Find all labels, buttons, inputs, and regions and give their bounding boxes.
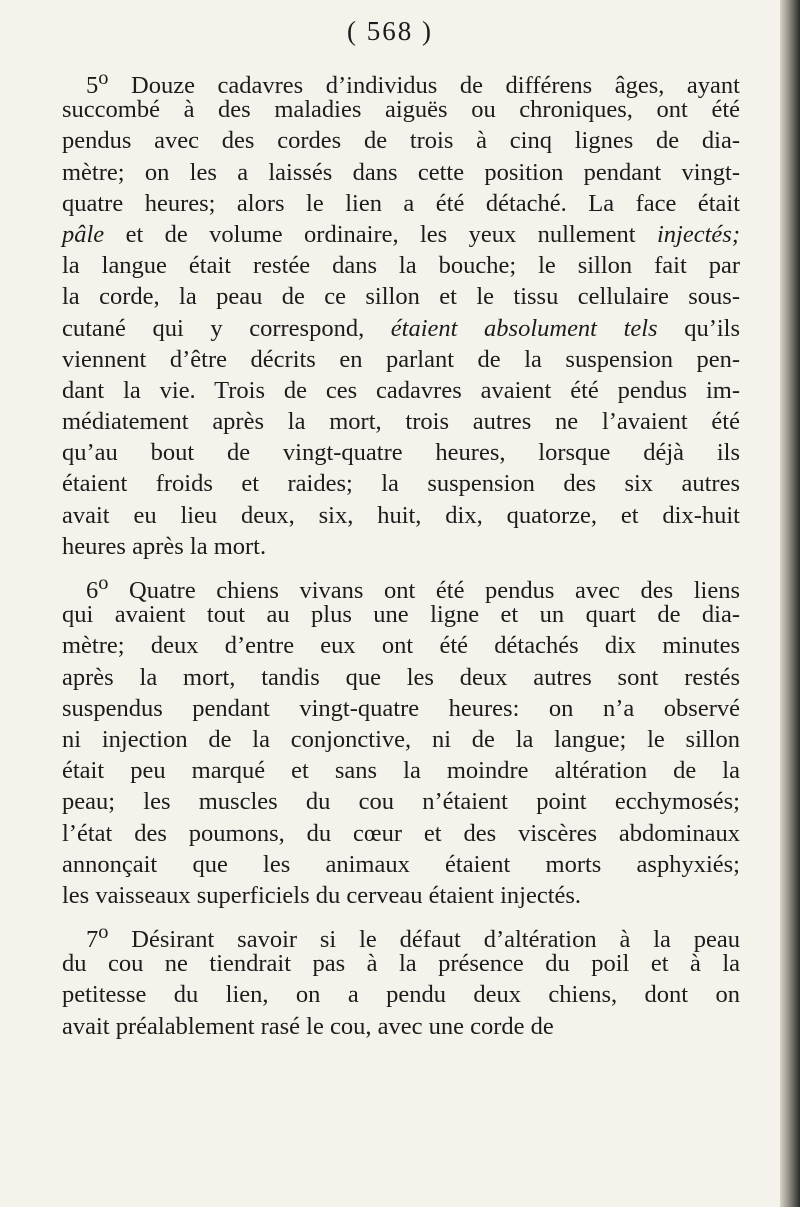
text-line xyxy=(62,500,740,531)
text-run: 7 xyxy=(86,926,99,954)
text-line xyxy=(62,1011,740,1042)
text-line xyxy=(62,531,740,562)
text-line xyxy=(62,818,740,849)
page-body-text xyxy=(62,63,740,1042)
text-line xyxy=(62,948,740,979)
text-line xyxy=(62,662,740,693)
text-line xyxy=(62,219,740,250)
text-line xyxy=(62,63,740,100)
text-line xyxy=(62,313,740,344)
text-run: l’état des poumons, du cœur et des viscères abdominaux xyxy=(62,819,740,847)
text-run: cutané qui y correspond, xyxy=(62,314,391,342)
text-run: succombé à des maladies aiguës ou chroniques, ont été xyxy=(62,96,740,124)
text-run: avait eu lieu deux, six, huit, dix, quatorze, et dix-huit xyxy=(62,501,740,529)
text-line xyxy=(62,94,740,125)
text-run: annonçait que les animaux étaient morts asphyxiés; xyxy=(62,850,740,878)
text-line xyxy=(62,344,740,375)
text-run: la corde, la peau de ce sillon et le tissu cellulaire sous- xyxy=(62,283,740,311)
text-line xyxy=(62,786,740,817)
text-run: suspendus pendant vingt-quatre heures: on n’a observé xyxy=(62,694,740,722)
text-run: mètre; deux d’entre eux ont été détachés dix minutes xyxy=(62,632,740,660)
text-run: 6 xyxy=(86,577,99,605)
text-line xyxy=(62,693,740,724)
text-line xyxy=(62,568,740,605)
page-number: ( 568 ) xyxy=(347,16,433,46)
text-run: heures après la mort. xyxy=(62,532,267,560)
text-run: les vaisseaux superficiels du cerveau étaient injectés. xyxy=(62,881,582,909)
text-line xyxy=(62,468,740,499)
text-run: Quatre chiens vivans ont été pendus avec des liens xyxy=(108,577,740,605)
text-run: étaient froids et raides; la suspension des six autres xyxy=(62,470,740,498)
text-run: pendus avec des cordes de trois à cinq lignes de dia- xyxy=(62,127,740,155)
text-run: 5 xyxy=(86,72,99,100)
text-run: du cou ne tiendrait pas à la présence du poil et à la xyxy=(62,950,740,978)
page-edge-shadow xyxy=(780,0,800,1207)
text-run: médiatement après la mort, trois autres ne l’avaient été xyxy=(62,408,740,436)
text-run: quatre heures; alors le lien a été détaché. La face était xyxy=(62,189,740,217)
text-run: peau; les muscles du cou n’étaient point ecchymosés; xyxy=(62,788,740,816)
text-run: mètre; on les a laissés dans cette position pendant vingt- xyxy=(62,158,740,186)
text-run: qui avaient tout au plus une ligne et un quart de dia- xyxy=(62,601,740,629)
italic-text: injectés; xyxy=(657,220,740,248)
text-run: était peu marqué et sans la moindre altération de la xyxy=(62,757,740,785)
italic-text: étaient absolument tels xyxy=(390,314,658,342)
text-line xyxy=(62,917,740,954)
text-line xyxy=(62,979,740,1010)
text-line xyxy=(62,880,740,911)
text-run: avait préalablement rasé le cou, avec une corde de xyxy=(62,1012,554,1040)
text-run: la langue était restée dans la bouche; le sillon fait par xyxy=(62,252,740,280)
text-run: Désirant savoir si le défaut d’altération à la peau xyxy=(108,926,740,954)
text-line xyxy=(62,630,740,661)
ordinal-superscript: o xyxy=(98,67,109,89)
text-line xyxy=(62,437,740,468)
ordinal-superscript: o xyxy=(98,572,109,594)
text-line xyxy=(62,599,740,630)
text-line xyxy=(62,157,740,188)
text-line xyxy=(62,755,740,786)
text-run: petitesse du lien, on a pendu deux chiens, dont on xyxy=(62,981,740,1009)
text-run: après la mort, tandis que les deux autres sont restés xyxy=(62,663,740,691)
text-run: Douze cadavres d’individus de différens âges, ayant xyxy=(108,72,740,100)
text-run: ni injection de la conjonctive, ni de la langue; le sillon xyxy=(62,725,740,753)
text-line xyxy=(62,406,740,437)
text-run: et de volume ordinaire, les yeux nullement xyxy=(104,220,657,248)
italic-text: pâle xyxy=(62,220,105,248)
text-line xyxy=(62,375,740,406)
text-line xyxy=(62,188,740,219)
ordinal-superscript: o xyxy=(98,921,109,944)
text-run: qu’au bout de vingt-quatre heures, lorsque déjà ils xyxy=(62,439,740,467)
text-run: qu’ils xyxy=(657,314,740,342)
text-line xyxy=(62,125,740,156)
text-run: dant la vie. Trois de ces cadavres avaient été pendus im- xyxy=(62,376,740,404)
text-line xyxy=(62,724,740,755)
text-line xyxy=(62,250,740,281)
text-line xyxy=(62,281,740,312)
text-run: viennent d’être décrits en parlant de la suspension pen- xyxy=(62,345,740,373)
text-line xyxy=(62,849,740,880)
